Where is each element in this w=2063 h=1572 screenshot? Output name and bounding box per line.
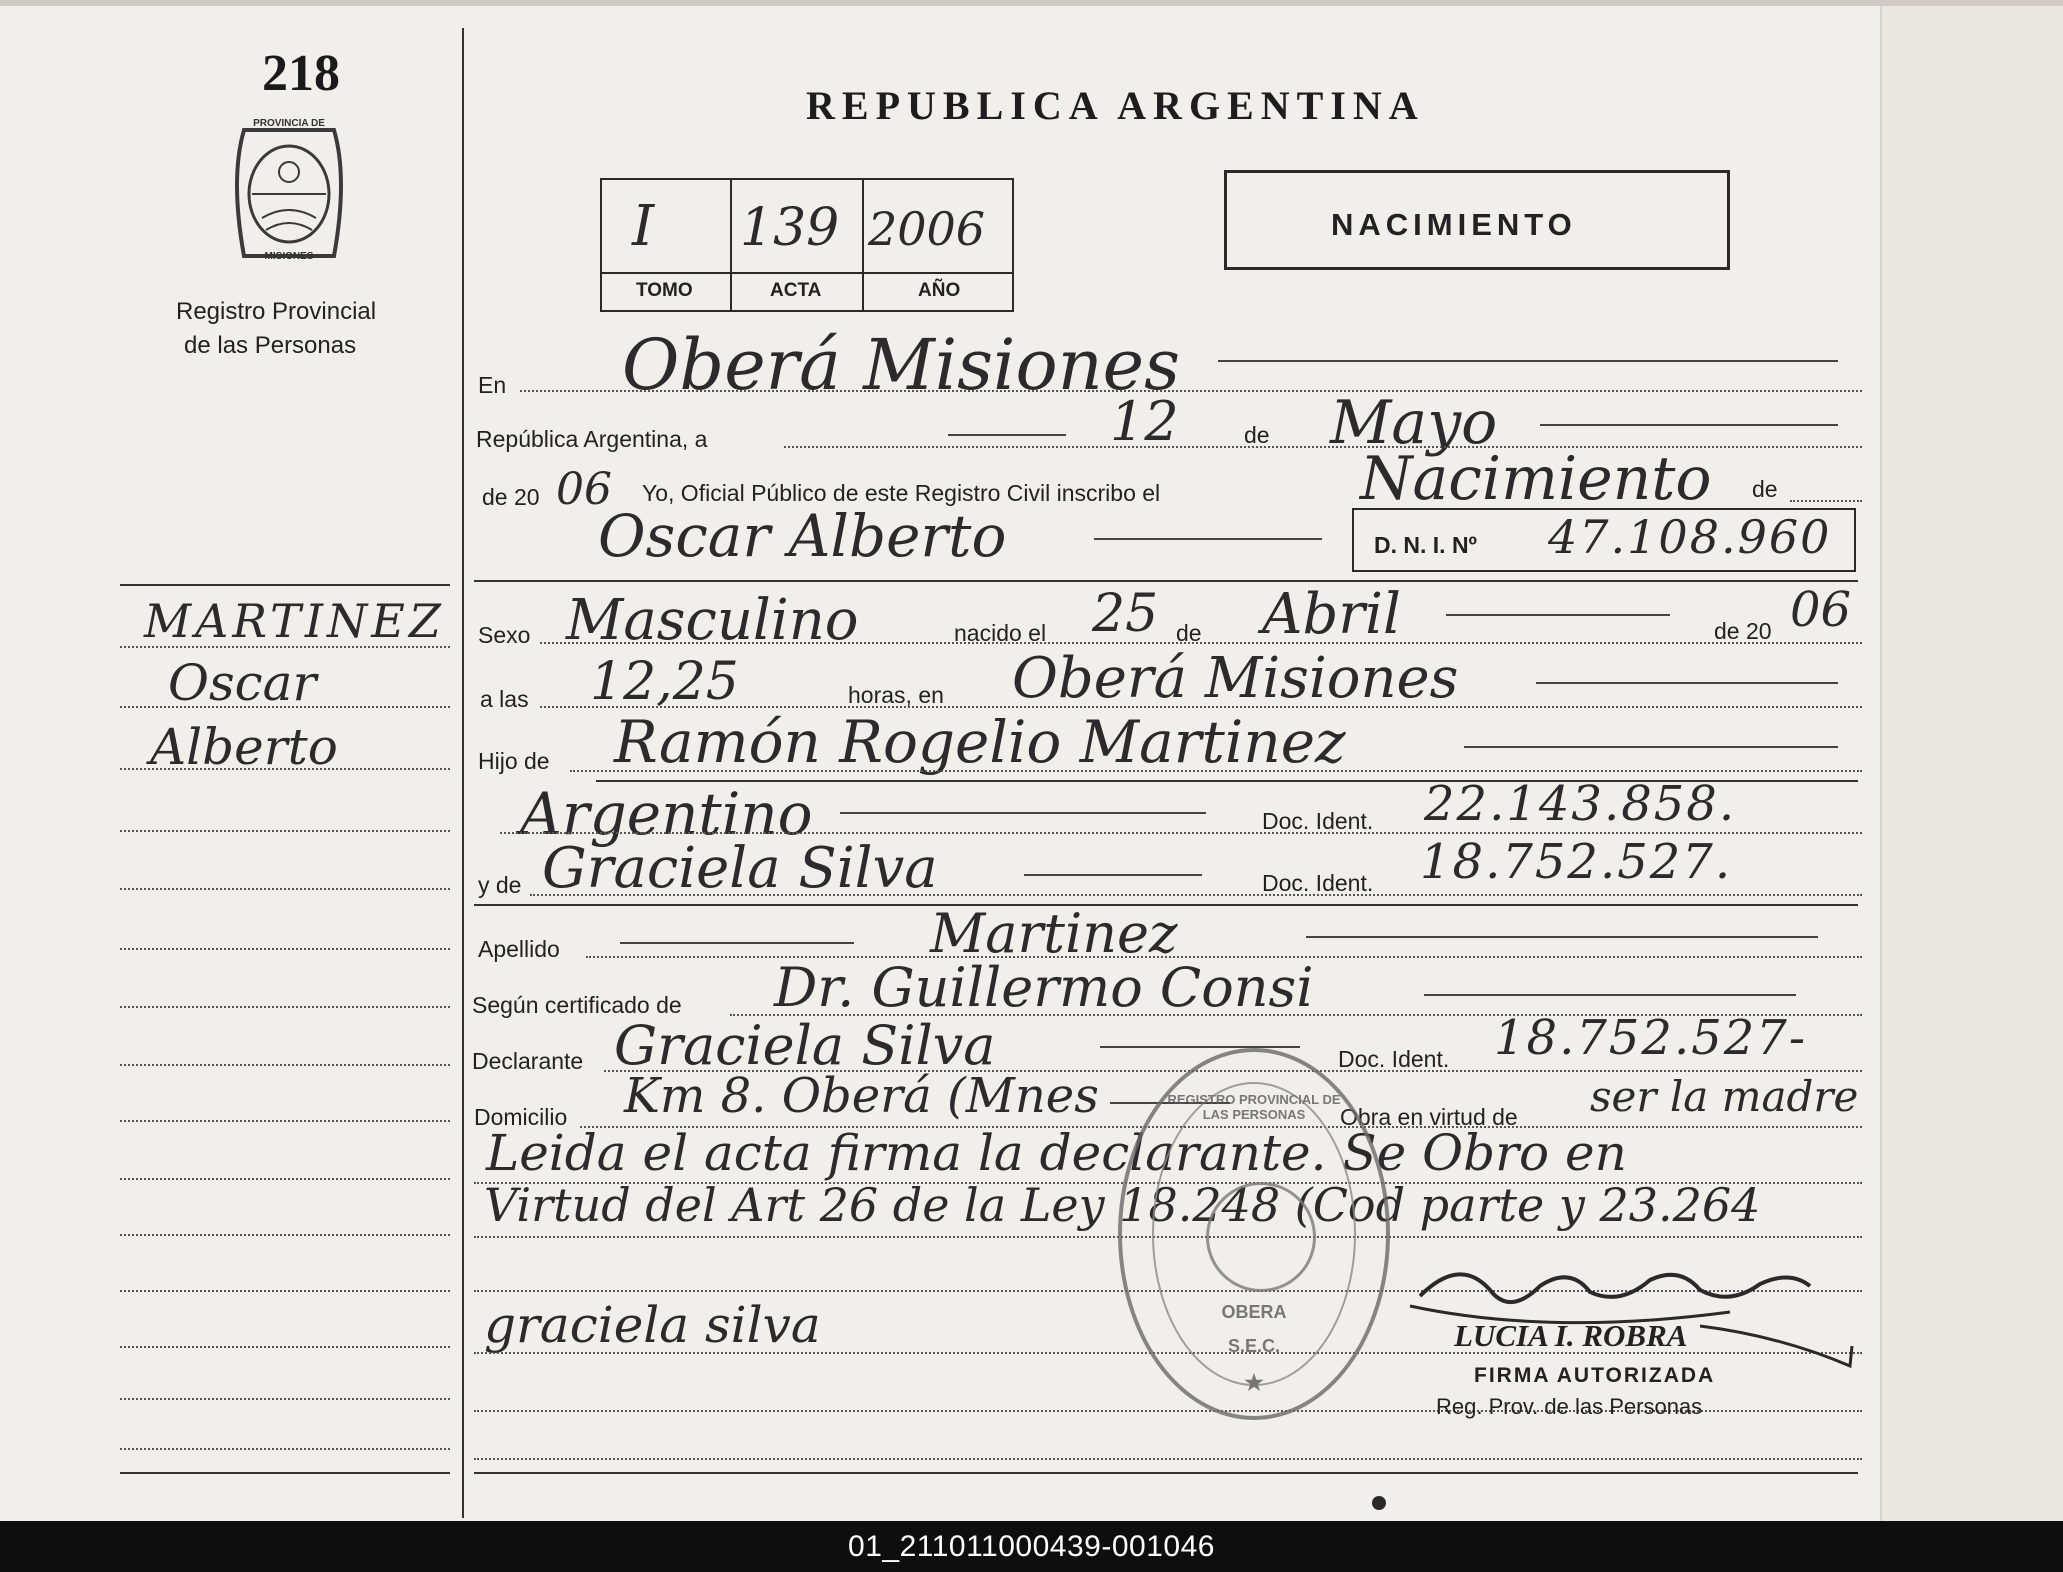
- margin-dotted-line: [120, 1346, 450, 1348]
- column-divider: [462, 28, 464, 1518]
- province-seal: [222, 118, 356, 268]
- a-las-label: a las: [480, 686, 529, 712]
- margin-dotted-line: [120, 1448, 450, 1450]
- official-name: LUCIA I. ROBRA: [1454, 1318, 1688, 1353]
- form-dotted-line: [540, 642, 1862, 644]
- declarant-doc-label: Doc. Ident.: [1338, 1046, 1450, 1072]
- sexo-value: Masculino: [566, 588, 859, 653]
- apellido-label: Apellido: [478, 936, 560, 962]
- signature-office: Reg. Prov. de las Personas: [1436, 1394, 1703, 1419]
- birth-month-de-label: de: [1176, 620, 1202, 646]
- surname: Martinez: [930, 902, 1178, 965]
- ano-label: AÑO: [918, 280, 961, 301]
- remarks-line-2: Virtud del Art 26 de la Ley 18.248 (Cod parte y 23.264: [484, 1178, 1761, 1232]
- stamp-city: OBERA: [1221, 1302, 1287, 1322]
- y-de-label: y de: [478, 872, 522, 898]
- intro-section-rule: [474, 580, 1858, 582]
- acta-label: ACTA: [770, 280, 822, 301]
- margin-dotted-line: [120, 1290, 450, 1292]
- remarks-line-1: Leida el acta firma la declarante. Se Obro en: [486, 1124, 1627, 1182]
- mother-doc-label: Doc. Ident.: [1262, 870, 1374, 896]
- filler-dash: [1424, 994, 1796, 996]
- declarant-name: Graciela Silva: [614, 1014, 996, 1077]
- obra-label: Obra en virtud de: [1340, 1104, 1518, 1130]
- filler-dash: [948, 434, 1066, 436]
- declarant-doc: 18.752.527-: [1494, 1010, 1808, 1066]
- registry-name-line2: de las Personas: [184, 332, 357, 359]
- mother-doc: 18.752.527.: [1420, 834, 1733, 890]
- dni-value: 47.108.960: [1548, 510, 1832, 564]
- form-dotted-line: [1790, 500, 1862, 502]
- acta-value: 139: [740, 198, 840, 258]
- record-type-box: [1224, 170, 1730, 270]
- certifying-doctor: Dr. Guillermo Consi: [774, 956, 1314, 1019]
- margin-given-name: Oscar: [168, 654, 317, 712]
- hijo-label: Hijo de: [478, 748, 550, 774]
- stamp-code: S.E.C.: [1227, 1336, 1280, 1356]
- republica-label: República Argentina, a: [476, 426, 708, 452]
- registered-event: Nacimiento: [1360, 444, 1712, 514]
- margin-surname: MARTINEZ: [144, 594, 445, 648]
- seal-top-text: PROVINCIA DE: [253, 118, 325, 129]
- filler-dash: [1464, 746, 1838, 748]
- dni-label: D. N. I. Nº: [1374, 532, 1477, 558]
- mother-name: Graciela Silva: [542, 836, 938, 901]
- horas-label: horas, en: [848, 682, 944, 708]
- scan-footer: [0, 1521, 2063, 1572]
- registration-year: 06: [556, 464, 612, 515]
- child-given-names: Oscar Alberto: [598, 502, 1007, 570]
- form-dotted-line: [530, 894, 1862, 896]
- margin-dotted-line: [120, 706, 450, 708]
- filler-dash: [1218, 360, 1838, 362]
- left-column-divider: [120, 584, 450, 586]
- form-dotted-line: [474, 1458, 1862, 1460]
- signature-title: FIRMA AUTORIZADA: [1474, 1364, 1716, 1387]
- dni-box: [1352, 508, 1856, 572]
- tomo-value: I: [632, 194, 655, 259]
- margin-dotted-line: [120, 1120, 450, 1122]
- filler-dash: [1540, 424, 1838, 426]
- registration-month: Mayo: [1330, 388, 1498, 458]
- declarante-label: Declarante: [472, 1048, 584, 1074]
- margin-middle-name: Alberto: [150, 718, 338, 776]
- table-cell-divider: [730, 180, 732, 310]
- adjacent-page-edge: [1880, 6, 2063, 1521]
- page-number: 218: [262, 45, 340, 102]
- seal-bottom-text: MISIONES: [264, 251, 314, 262]
- stamp-star-icon: ★: [1244, 1370, 1264, 1395]
- country-title: REPUBLICA ARGENTINA: [806, 83, 1425, 128]
- birth-year-label: de 20: [1714, 618, 1772, 644]
- domicilio-label: Domicilio: [474, 1104, 568, 1130]
- filler-dash: [620, 942, 854, 944]
- obra-value: ser la madre: [1590, 1072, 1859, 1121]
- filler-dash: [1024, 874, 1202, 876]
- record-type-label: NACIMIENTO: [1331, 207, 1577, 242]
- declarant-signature: graciela silva: [484, 1296, 821, 1354]
- left-column-bottom-rule: [120, 1472, 450, 1474]
- seal-emblem-icon: [222, 118, 356, 268]
- margin-dotted-line: [120, 1064, 450, 1066]
- bottom-rule: [474, 1472, 1858, 1474]
- margin-dotted-line: [120, 948, 450, 950]
- table-cell-divider: [862, 180, 864, 310]
- stamp-emblem-icon: [1206, 1182, 1316, 1292]
- filler-dash: [1094, 538, 1322, 540]
- birth-place: Oberá Misiones: [1012, 646, 1459, 711]
- father-doc: 22.143.858.: [1424, 776, 1737, 832]
- filler-dash: [1536, 682, 1838, 684]
- father-nationality: Argentino: [520, 780, 813, 848]
- birth-certificate-page: [0, 6, 1880, 1521]
- file-id: 01_211011000439-001046: [848, 1529, 1215, 1563]
- margin-dotted-line: [120, 1178, 450, 1180]
- filler-dash: [1446, 614, 1670, 616]
- birth-year: 06: [1790, 582, 1852, 638]
- sexo-label: Sexo: [478, 622, 531, 648]
- filler-dash: [1100, 1046, 1300, 1048]
- margin-dotted-line: [120, 646, 450, 648]
- registration-day: 12: [1110, 390, 1179, 453]
- declarant-address: Km 8. Oberá (Mnes: [624, 1068, 1099, 1124]
- filler-dash: [840, 812, 1206, 814]
- month-de-label: de: [1244, 422, 1270, 448]
- margin-dotted-line: [120, 888, 450, 890]
- year-prefix: de 20: [482, 484, 540, 510]
- stamp-registry-text: REGISTRO PROVINCIAL DE LAS PERSONAS: [1167, 1092, 1341, 1122]
- birth-month: Abril: [1262, 582, 1401, 647]
- table-row-divider: [602, 272, 1012, 274]
- registrar-statement: Yo, Oficial Público de este Registro Civil inscribo el: [642, 480, 1161, 506]
- margin-dotted-line: [120, 768, 450, 770]
- official-stamp: [1118, 1048, 1390, 1420]
- event-de-label: de: [1752, 476, 1778, 502]
- record-number-table: [600, 178, 1014, 312]
- father-doc-label: Doc. Ident.: [1262, 808, 1374, 834]
- ano-value: 2006: [868, 202, 986, 256]
- ink-spot: [1372, 1496, 1386, 1510]
- en-label: En: [478, 372, 507, 398]
- certificado-label: Según certificado de: [472, 992, 682, 1018]
- margin-dotted-line: [120, 830, 450, 832]
- birth-day: 25: [1092, 584, 1159, 644]
- birth-time: 12,25: [590, 652, 739, 712]
- margin-dotted-line: [120, 1234, 450, 1236]
- margin-dotted-line: [120, 1006, 450, 1008]
- registration-place: Oberá Misiones: [622, 324, 1181, 406]
- form-dotted-line: [570, 770, 1862, 772]
- nacido-label: nacido el: [954, 620, 1047, 646]
- registry-name-line1: Registro Provincial: [176, 298, 377, 325]
- form-dotted-line: [520, 390, 1862, 392]
- margin-dotted-line: [120, 1398, 450, 1400]
- filler-dash: [1306, 936, 1818, 938]
- father-name: Ramón Rogelio Martinez: [614, 708, 1346, 776]
- tomo-label: TOMO: [636, 280, 693, 301]
